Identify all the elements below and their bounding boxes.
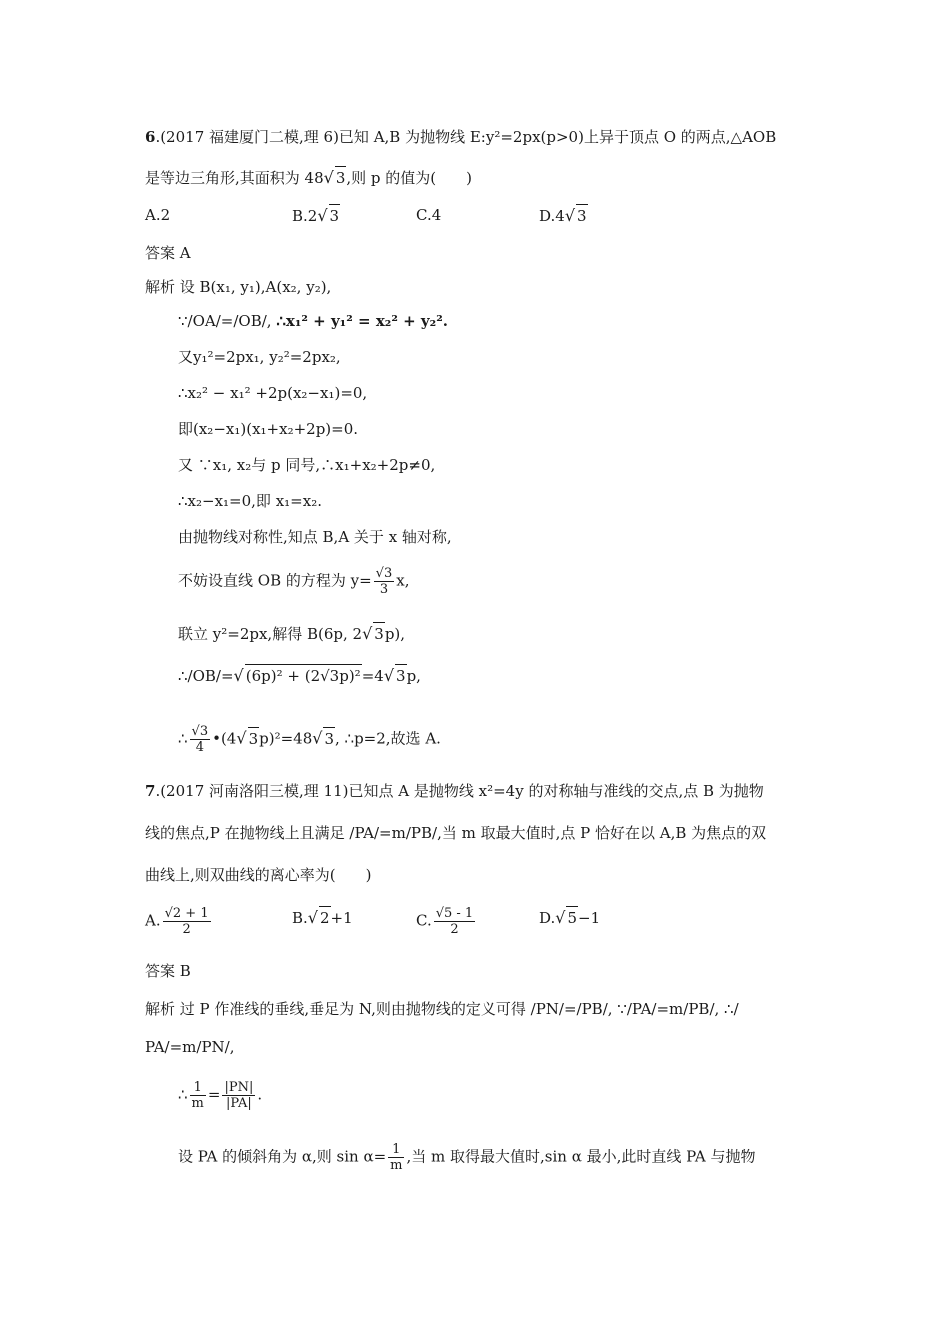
q7-option-b: B.√ 2+1 — [292, 908, 353, 927]
q6-option-b: B.2√ 3 — [292, 206, 340, 225]
q6-solution-12: ∴ $\frac{√3}{4}$ •(4√ 3p)²=48√ 3, ∴p=2,故选 A. — [178, 724, 441, 755]
q7-option-c: C. $\frac{√5 - 1}{2}$ — [416, 906, 474, 937]
q7-number: 7 — [145, 782, 156, 800]
q7-option-d: D.√ 5−1 — [539, 908, 601, 927]
fraction: $\frac{√3}{3}$ — [375, 566, 393, 597]
q6-solution-4: ∴x₂² − x₁² +2p(x₂−x₁)=0, — [178, 384, 368, 402]
q6-solution-1: 解析 设 B(x₁, y₁),A(x₂, y₂), — [145, 278, 332, 296]
q6-option-c: C.4 — [416, 206, 442, 224]
q7-solution-3: ∴ $\frac{1}{m}$ = $\frac{|PN|}{|PA|}$ . — [178, 1080, 263, 1111]
q7-solution-4: 设 PA 的倾斜角为 α,则 sin α= $\frac{1}{m}$ ,当 m 取得最大值时,sin α 最小,此时直线 PA 与抛物 — [178, 1142, 756, 1173]
q7-solution-1: 解析 过 P 作准线的垂线,垂足为 N,则由抛物线的定义可得 /PN/=/PB/, ∵/PA/=m/PB/, ∴/ — [145, 1000, 739, 1018]
q7-solution-2: PA/=m/PN/, — [145, 1038, 235, 1056]
q6-line2: 是等边三角形,其面积为 48√ 3,则 p 的值为( ) — [145, 168, 472, 187]
q6-solution-7: ∴x₂−x₁=0,即 x₁=x₂. — [178, 492, 322, 510]
q6-solution-9: 不妨设直线 OB 的方程为 y= $\frac{√3}{3}$ x, — [178, 566, 410, 597]
q7-line2: 线的焦点,P 在抛物线上且满足 /PA/=m/PB/,当 m 取最大值时,点 P 恰好在以 A,B 为焦点的双 — [145, 824, 767, 842]
fraction: $\frac{1}{m}$ — [191, 1080, 204, 1111]
q7-answer: 答案 B — [145, 962, 191, 980]
q7-option-a: A. $\frac{√2 + 1}{2}$ — [145, 906, 209, 937]
q6-solution-11: ∴/OB/=√ (6p)² + (2√3p)²=4√ 3p, — [178, 666, 421, 685]
q7-line3: 曲线上,则双曲线的离心率为( ) — [145, 866, 372, 884]
fraction: $\frac{√3}{4}$ — [191, 724, 209, 755]
q6-solution-8: 由抛物线对称性,知点 B,A 关于 x 轴对称, — [178, 528, 452, 546]
q6-option-d: D.4√ 3 — [539, 206, 587, 225]
q7-line1: 7.(2017 河南洛阳三模,理 11)已知点 A 是抛物线 x²=4y 的对称轴与准线的交点,点 B 为抛物 — [145, 782, 764, 800]
q6-answer: 答案 A — [145, 244, 191, 262]
fraction: $\frac{√5 - 1}{2}$ — [435, 906, 474, 937]
q6-line1: 6.(2017 福建厦门二模,理 6)已知 A,B 为抛物线 E:y²=2px(p>0)上异于顶点 O 的两点,△AOB — [145, 128, 777, 146]
fraction: $\frac{1}{m}$ — [390, 1142, 403, 1173]
q6-solution-6: 又 ∵x₁, x₂与 p 同号,∴x₁+x₂+2p≠0, — [178, 456, 436, 474]
q6-solution-10: 联立 y²=2px,解得 B(6p, 2√ 3p), — [178, 624, 406, 643]
q6-solution-2: ∵/OA/=/OB/, ∴x₁² + y₁² = x₂² + y₂². — [178, 312, 449, 330]
fraction: $\frac{|PN|}{|PA|}$ — [224, 1080, 254, 1111]
fraction: $\frac{√2 + 1}{2}$ — [164, 906, 209, 937]
q6-number: 6 — [145, 128, 156, 146]
q6-option-a: A.2 — [145, 206, 171, 224]
q6-solution-3: 又y₁²=2px₁, y₂²=2px₂, — [178, 348, 341, 366]
q6-solution-5: 即(x₂−x₁)(x₁+x₂+2p)=0. — [178, 420, 359, 438]
